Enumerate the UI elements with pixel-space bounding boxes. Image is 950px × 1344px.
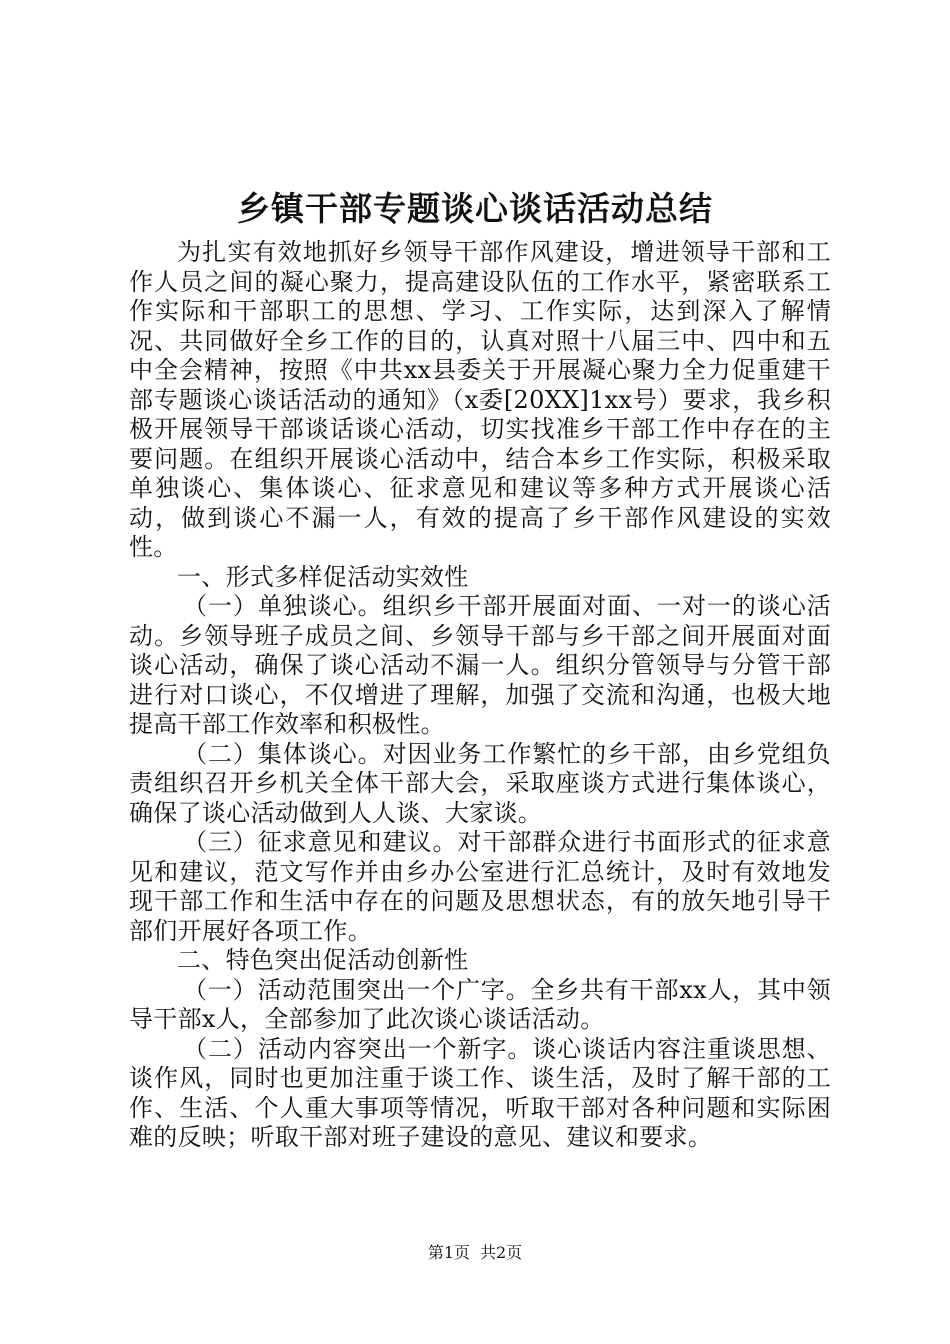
document-title: 乡镇干部专题谈心谈话活动总结 bbox=[237, 189, 713, 228]
subsection-paragraph: （二）活动内容突出一个新字。谈心谈话内容注重谈思想、谈作风，同时也更加注重于谈工作、谈生活，及时了解干部的工作、生活、个人重大事项等情况，听取干部对各种问题和实际困难的反映；听取干部对班子建设的意见、建议和要求。 bbox=[129, 1034, 831, 1151]
document-body bbox=[129, 238, 831, 1153]
page-number: 第1页 bbox=[427, 1243, 470, 1262]
section-heading-1: 一、形式多样促活动实效性 bbox=[177, 562, 469, 591]
subsection-paragraph: （一）单独谈心。组织乡干部开展面对面、一对一的谈心活动。乡领导班子成员之间、乡领导干部与乡干部之间开展面对面谈心活动，确保了谈心活动不漏一人。组织分管领导与分管干部进行对口谈心，不仅增进了理解，加强了交流和沟通，也极大地提高干部工作效率和积极性。 bbox=[129, 592, 831, 738]
subsection-paragraph: （二）集体谈心。对因业务工作繁忙的乡干部，由乡党组负责组织召开乡机关全体干部大会，采取座谈方式进行集体谈心，确保了谈心活动做到人人谈、大家谈。 bbox=[129, 739, 831, 827]
subsection-paragraph: （一）活动范围突出一个广字。全乡共有干部xx人，其中领导干部x人，全部参加了此次谈心谈话活动。 bbox=[129, 975, 831, 1033]
subsection-paragraph: （三）征求意见和建议。对干部群众进行书面形式的征求意见和建议，范文写作并由乡办公室进行汇总统计，及时有效地发现干部工作和生活中存在的问题及思想状态，有的放矢地引导干部们开展好各项工作。 bbox=[129, 828, 831, 945]
section-heading-2: 二、特色突出促活动创新性 bbox=[177, 946, 469, 974]
page-footer bbox=[0, 1242, 950, 1264]
page-total: 共2页 bbox=[480, 1243, 523, 1262]
intro-paragraph: 为扎实有效地抓好乡领导干部作风建设，增进领导干部和工作人员之间的凝心聚力，提高建设队伍的工作水平，紧密联系工作实际和干部职工的思想、学习、工作实际，达到深入了解情况、共同做好全乡工作的目的，认真对照十八届三中、四中和五中全会精神，按照《中共xx县委关于开展凝心聚力全力促重建干部专题谈心谈话活动的通知》（x委[20XX]1xx号）要求，我乡积极开展领导干部谈话谈心活动，切实找准乡干部工作中存在的主要问题。在组织开展谈心活动中，结合本乡工作实际，积极采取单独谈心、集体谈心、征求意见和建议等多种方式开展谈心活动，做到谈心不漏一人，有效的提高了乡干部作风建设的实效性。 bbox=[129, 238, 831, 561]
